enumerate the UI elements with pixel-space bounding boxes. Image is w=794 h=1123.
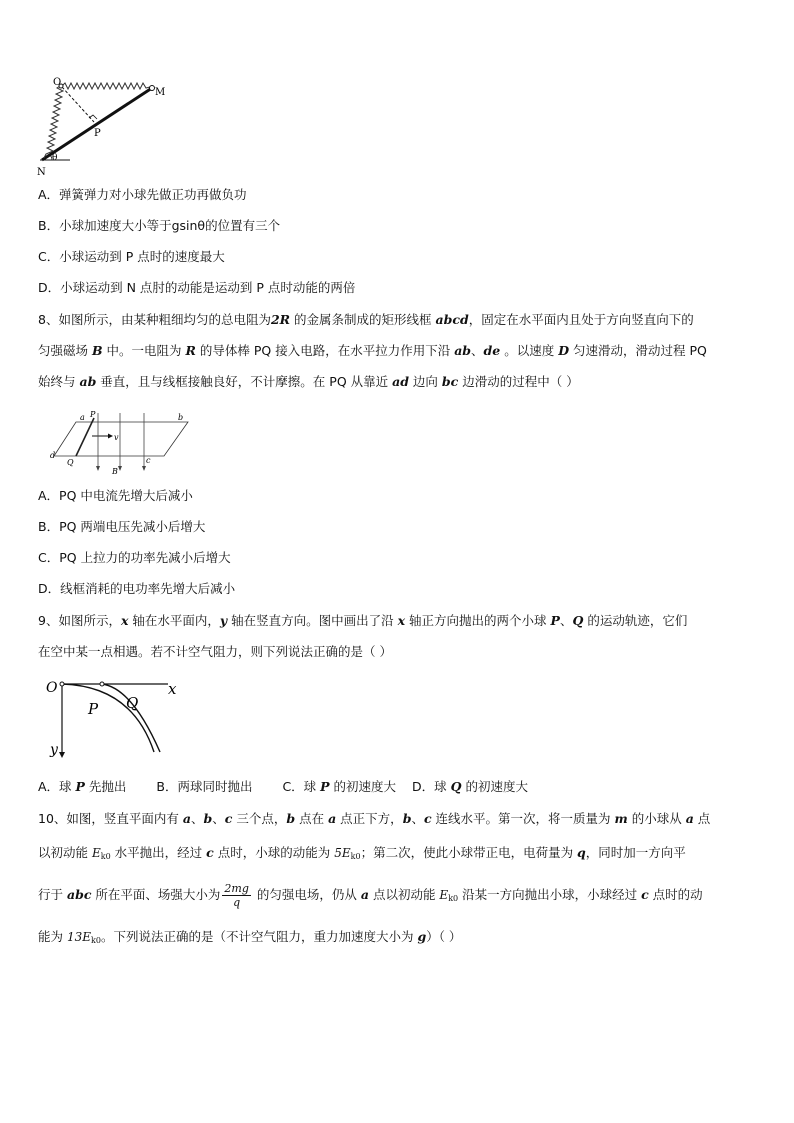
q10-text: ，同时加一方向平 bbox=[585, 845, 686, 860]
q9-text: D．球 bbox=[412, 779, 451, 794]
q8-option-d: D．线框消耗的电功率先增大后减小 bbox=[38, 581, 236, 596]
label-o: O bbox=[46, 680, 58, 696]
q8-option-b: B．PQ 两端电压先减小后增大 bbox=[38, 519, 206, 534]
fraction-numerator: 2mg bbox=[224, 882, 249, 895]
q8-stem-line3 bbox=[38, 373, 579, 391]
q7-option-a: A．弹簧弹力对小球先做正功再做负功 bbox=[38, 187, 247, 202]
q10-text: 点正下方， bbox=[336, 811, 403, 826]
q8-math: ab bbox=[79, 374, 97, 389]
q8-text: 8、如图所示，由某种粗细均匀的总电阻为 bbox=[38, 312, 271, 327]
q8-math: de bbox=[483, 343, 501, 358]
q10-math: m bbox=[614, 811, 628, 826]
label-m: M bbox=[155, 87, 166, 98]
label-d: d bbox=[50, 451, 56, 460]
label-y: y bbox=[50, 742, 58, 758]
field-strength-fraction bbox=[222, 882, 250, 909]
label-v: v bbox=[114, 433, 119, 442]
q8-math: D bbox=[558, 343, 570, 358]
q8-math: ab bbox=[454, 343, 472, 358]
q9-text: C．球 bbox=[282, 779, 321, 794]
label-a: a bbox=[80, 413, 85, 422]
label-o: O bbox=[53, 77, 62, 88]
label-c: c bbox=[146, 456, 151, 465]
q10-text: 点在 bbox=[295, 811, 329, 826]
q10-math: c bbox=[206, 845, 214, 860]
q9-text: 轴正方向抛出的两个小球 bbox=[405, 613, 551, 628]
q10-text: 、 bbox=[411, 811, 424, 826]
spring-om bbox=[62, 83, 150, 89]
label-b-field: B bbox=[112, 467, 118, 476]
q9-text: 的初速度大 bbox=[461, 779, 528, 794]
q10-text: 能为 bbox=[38, 929, 67, 944]
q8-math: abcd bbox=[435, 312, 469, 327]
q10-math: 5E bbox=[334, 846, 351, 860]
q9-text: 的运动轨迹，它们 bbox=[583, 613, 688, 628]
q10-math-sub: k0 bbox=[448, 894, 459, 903]
ball-m bbox=[150, 86, 155, 91]
label-b: b bbox=[178, 413, 184, 422]
q10-math: c bbox=[423, 811, 432, 826]
q10-text: 10、如图，竖直平面内有 bbox=[38, 811, 183, 826]
q8-math: R bbox=[185, 343, 196, 358]
q9-text: 、 bbox=[559, 613, 573, 628]
q9-text: 9、如图所示， bbox=[38, 613, 121, 628]
q8-text: 的金属条制成的矩形线框 bbox=[290, 312, 436, 327]
q7-figure bbox=[34, 74, 174, 182]
field-arrowhead bbox=[96, 466, 100, 471]
q10-math: a bbox=[685, 811, 694, 826]
q9-math: y bbox=[219, 613, 228, 628]
q10-math: E bbox=[439, 888, 449, 902]
field-arrowhead bbox=[142, 466, 146, 471]
q10-math: a bbox=[328, 811, 337, 826]
label-theta: θ bbox=[52, 153, 58, 163]
q7-option-b: B．小球加速度大小等于gsinθ的位置有三个 bbox=[38, 218, 281, 233]
q8-figure bbox=[46, 408, 196, 476]
q9-math: P bbox=[320, 779, 330, 794]
q10-math: abc bbox=[66, 887, 92, 902]
q10-text: 点 bbox=[693, 811, 711, 826]
q8-option-a: A．PQ 中电流先增大后减小 bbox=[38, 488, 193, 503]
q10-math: c bbox=[224, 811, 233, 826]
rod-pq bbox=[76, 418, 94, 456]
q10-text: 三个点， bbox=[232, 811, 287, 826]
q10-stem-line1 bbox=[38, 810, 710, 828]
q10-math: g bbox=[417, 929, 427, 944]
q10-text: 行于 bbox=[38, 887, 67, 902]
q9-math: P bbox=[550, 613, 560, 628]
ek0-symbol bbox=[439, 888, 458, 902]
q9-stem-line2: 在空中某一点相遇。若不计空气阻力，则下列说法正确的是（ ） bbox=[38, 644, 392, 659]
q9-math: x bbox=[120, 613, 129, 628]
q10-math: 13E bbox=[66, 930, 92, 944]
q10-math-sub: k0 bbox=[91, 936, 101, 945]
q10-text: 的小球从 bbox=[627, 811, 686, 826]
q10-text: ；第二次，使此小球带正电，电荷量为 bbox=[360, 845, 578, 860]
q7-option-c: C．小球运动到 P 点时的速度最大 bbox=[38, 249, 225, 264]
q10-text: 的匀强电场，仍从 bbox=[252, 887, 361, 902]
q10-text: 点时，小球的动能为 bbox=[213, 845, 335, 860]
q8-text: 中。一电阻为 bbox=[102, 343, 186, 358]
label-p: P bbox=[90, 410, 96, 419]
label-x: x bbox=[168, 680, 177, 698]
q10-math: c bbox=[641, 887, 649, 902]
q8-option-c: C．PQ 上拉力的功率先减小后增大 bbox=[38, 550, 231, 565]
q10-text: 点时的动 bbox=[648, 887, 703, 902]
q9-text: 轴在竖直方向。图中画出了沿 bbox=[227, 613, 398, 628]
q10-text: 沿某一方向抛出小球，小球经过 bbox=[458, 887, 642, 902]
q8-text: 边向 bbox=[408, 374, 442, 389]
q9-text: 轴在水平面内， bbox=[128, 613, 220, 628]
label-p: P bbox=[88, 700, 99, 718]
ek0-symbol bbox=[92, 846, 111, 860]
q8-stem-line1 bbox=[38, 311, 694, 329]
launch-point-o bbox=[60, 682, 64, 686]
q7-option-d: D．小球运动到 N 点肘的动能是运动到 P 点时动能的两倍 bbox=[38, 280, 356, 295]
dashed-op bbox=[62, 87, 94, 122]
q8-text: 的导体棒 PQ 接入电路，在水平拉力作用下沿 bbox=[195, 343, 455, 358]
q8-stem-line2 bbox=[38, 342, 707, 360]
q9-figure bbox=[40, 674, 190, 764]
q8-math: bc bbox=[441, 374, 459, 389]
y-axis-arrowhead bbox=[59, 752, 65, 758]
q10-math-sub: k0 bbox=[100, 852, 111, 861]
q9-math: Q bbox=[450, 779, 462, 794]
velocity-arrowhead bbox=[108, 434, 113, 439]
q8-text: 垂直，且与线框接触良好，不计摩擦。在 PQ 从靠近 bbox=[96, 374, 393, 389]
q10-text: 以初动能 bbox=[38, 845, 92, 860]
q8-text: 匀强磁场 bbox=[38, 343, 92, 358]
q8-text: 边滑动的过程中（ ） bbox=[458, 374, 579, 389]
q8-text: 始终与 bbox=[38, 374, 80, 389]
q9-math: Q bbox=[572, 613, 584, 628]
q10-text: 所在平面、场强大小为 bbox=[91, 887, 221, 902]
q10-math: a bbox=[182, 811, 191, 826]
q10-math: q bbox=[577, 845, 586, 860]
q10-stem-line2 bbox=[38, 844, 686, 866]
q8-math: 2R bbox=[270, 312, 291, 327]
q8-text: ，固定在水平面内且处于方向竖直向下的 bbox=[468, 312, 694, 327]
q9-stem-line1 bbox=[38, 612, 687, 630]
q8-math: B bbox=[91, 343, 103, 358]
q10-text: 。下列说法正确的是（不计空气阻力，重力加速度大小为 bbox=[100, 929, 418, 944]
q10-math: b bbox=[402, 811, 412, 826]
q10-math: b bbox=[203, 811, 213, 826]
q8-text: 匀速滑动，滑动过程 PQ bbox=[569, 343, 707, 358]
q9-option-c bbox=[282, 779, 396, 794]
q9-text: A．球 bbox=[38, 779, 76, 794]
q9-text: 先抛出 bbox=[84, 779, 127, 794]
q10-math: b bbox=[286, 811, 296, 826]
q9-option-d bbox=[412, 779, 528, 794]
q10-text: 、 bbox=[212, 811, 225, 826]
label-p: P bbox=[94, 128, 101, 139]
q10-stem-line4 bbox=[38, 928, 461, 950]
q9-text: 的初速度大 bbox=[329, 779, 397, 794]
q10-math: E bbox=[91, 846, 101, 860]
q9-option-b: B．两球同时抛出 bbox=[156, 779, 253, 794]
q10-stem-line3 bbox=[38, 880, 703, 914]
q8-math: ad bbox=[392, 374, 409, 389]
q8-text: 。以速度 bbox=[500, 343, 559, 358]
q10-text: 点以初动能 bbox=[368, 887, 440, 902]
q10-text: 连线水平。第一次，将一质量为 bbox=[431, 811, 615, 826]
q10-text: 水平抛出，经过 bbox=[110, 845, 207, 860]
q10-math-sub: k0 bbox=[350, 852, 361, 861]
fraction-denominator: q bbox=[233, 896, 241, 909]
q8-text: 、 bbox=[471, 343, 484, 358]
5ek0-symbol bbox=[334, 846, 360, 860]
label-q: Q bbox=[126, 694, 139, 712]
frame-abcd bbox=[54, 422, 188, 456]
q10-math: a bbox=[360, 887, 369, 902]
q10-text: ）（ ） bbox=[426, 929, 462, 944]
q9-option-a bbox=[38, 779, 126, 794]
q9-math: P bbox=[75, 779, 85, 794]
launch-point-q bbox=[100, 682, 104, 686]
q9-math: x bbox=[397, 613, 406, 628]
q10-text: 、 bbox=[191, 811, 204, 826]
label-q: Q bbox=[67, 458, 74, 467]
field-arrowhead bbox=[118, 466, 122, 471]
label-n: N bbox=[37, 167, 46, 178]
13ek0-symbol bbox=[67, 930, 101, 944]
q9-options bbox=[38, 778, 528, 796]
trajectory-p bbox=[62, 684, 154, 752]
